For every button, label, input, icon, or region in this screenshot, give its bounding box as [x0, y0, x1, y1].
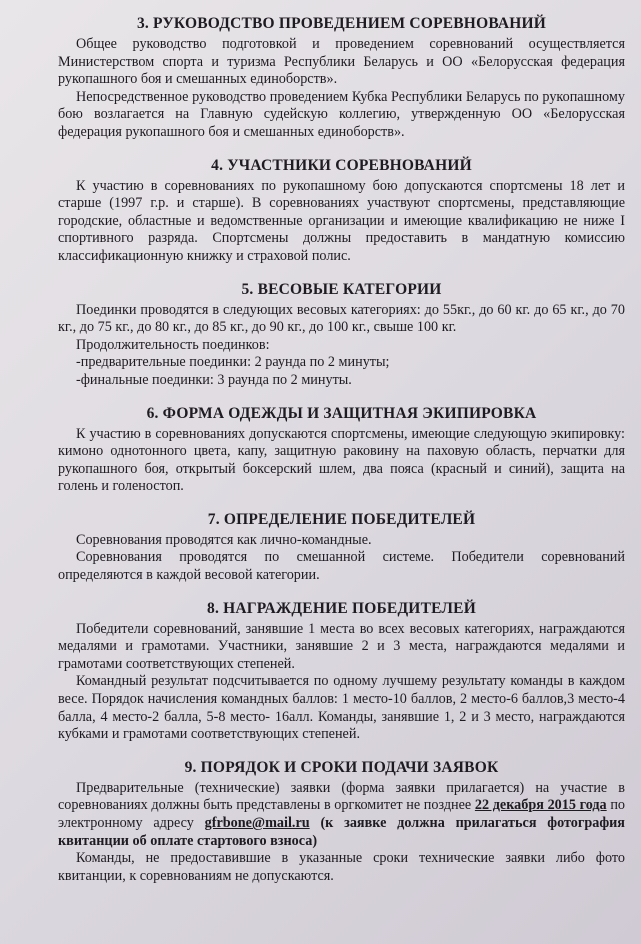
section-title: 9. ПОРЯДОК И СРОКИ ПОДАЧИ ЗАЯВОК — [184, 758, 499, 776]
paragraph: К участию в соревнованиях по рукопашному бою допускаются спортсмены 18 лет и старше (1997 г.р. и старше). В соревнованиях участвуют спортсмены, представляющие городские, областные и ведомственные организации и имеющие квалификацию не ниже I спортивного разряда. Спортсмены должны предоставить в мандатную комиссию классификационную книжку и страховой полис. — [58, 177, 625, 264]
text-run: (к заявке должна прилагаться фотография квитанции об оплате стартового взноса) — [58, 815, 625, 849]
section-5 — [58, 280, 625, 390]
section-title: 6. ФОРМА ОДЕЖДЫ И ЗАЩИТНАЯ ЭКИПИРОВКА — [146, 404, 537, 422]
section-title: 7. ОПРЕДЕЛЕНИЕ ПОБЕДИТЕЛЕЙ — [207, 510, 476, 528]
section-title: 3. РУКОВОДСТВО ПРОВЕДЕНИЕМ СОРЕВНОВАНИЙ — [136, 15, 547, 32]
paragraph: Непосредственное руководство проведением Кубка Республики Беларусь по рукопашному бою возлагается на Главную судейскую коллегию, утвержденную ОО «Белорусская федерация рукопашного боя и смешанных единоборств». — [58, 88, 625, 140]
email-link[interactable]: gfrbone@mail.ru — [204, 815, 310, 831]
paragraph: -финальные поединки: 3 раунда по 2 минуты. — [76, 371, 352, 388]
paragraph: Соревнования проводятся по смешанной системе. Победители соревнований определяются в каждой весовой категории. — [58, 549, 625, 584]
text-run: по электронному адресу — [58, 797, 625, 831]
section-6 — [58, 404, 625, 496]
section-8 — [58, 599, 625, 744]
paragraph: Командный результат подсчитывается по одному лучшему результату команды в каждом весе. Порядок начисления командных баллов: 1 место-10 баллов, 2 место-6 баллов,3 место-4 балла, 4 место-2 балла, 5-8 место- 16алл. Команды, занявшие 1, 2 и 3 место, награждаются кубками и грамотами соответствующих степеней. — [58, 673, 625, 743]
section-7 — [58, 510, 625, 585]
paragraph — [58, 780, 625, 850]
section-title: 8. НАГРАЖДЕНИЕ ПОБЕДИТЕЛЕЙ — [207, 599, 476, 617]
paragraph: К участию в соревнованиях допускаются спортсмены, имеющие следующую экипировку: кимоно однотонного цвета, капу, защитную раковину на паховую область, перчатки для рукопашного боя, открытый боксерский шлем, два пояса (красный и синий), защита на голень и голеностоп. — [58, 425, 625, 495]
section-4 — [58, 156, 625, 266]
paragraph: -предварительные поединки: 2 раунда по 2 минуты; — [76, 354, 390, 371]
paragraph: Команды, не предоставившие в указанные сроки технические заявки либо фото квитанции, к соревнованиям не допускаются. — [58, 850, 625, 884]
section-title: 4. УЧАСТНИКИ СОРЕВНОВАНИЙ — [211, 156, 472, 174]
paragraph: Соревнования проводятся как лично-командные. — [76, 531, 372, 548]
paragraph: Победители соревнований, занявшие 1 места во всех весовых категориях, награждаются медалями и грамотами. Участники, занявшие 2 и 3 места, награждаются медалями и грамотами соответствующих степеней. — [58, 620, 625, 672]
section-9 — [58, 758, 625, 886]
paragraph: Продолжительность поединков: — [76, 336, 270, 353]
section-title: 5. ВЕСОВЫЕ КАТЕГОРИИ — [241, 280, 442, 298]
paragraph: Поединки проводятся в следующих весовых категориях: до 55кг., до 60 кг. до 65 кг., до 70 кг., до 75 кг., до 80 кг., до 85 кг., до 90 кг., до 100 кг., свыше 100 кг. — [58, 301, 625, 336]
text-run: Предварительные (технические) заявки (форма заявки прилагается) на участие в соревнованиях должны быть представлены в оргкомитет не позднее — [58, 779, 625, 814]
section-3 — [58, 14, 625, 142]
paragraph: Общее руководство подготовкой и проведением соревнований осуществляется Министерством спорта и туризма Республики Беларусь и ОО «Белорусская федерация рукопашного боя и смешанных единоборств». — [58, 36, 625, 88]
deadline-date: 22 декабря 2015 года — [474, 797, 607, 814]
